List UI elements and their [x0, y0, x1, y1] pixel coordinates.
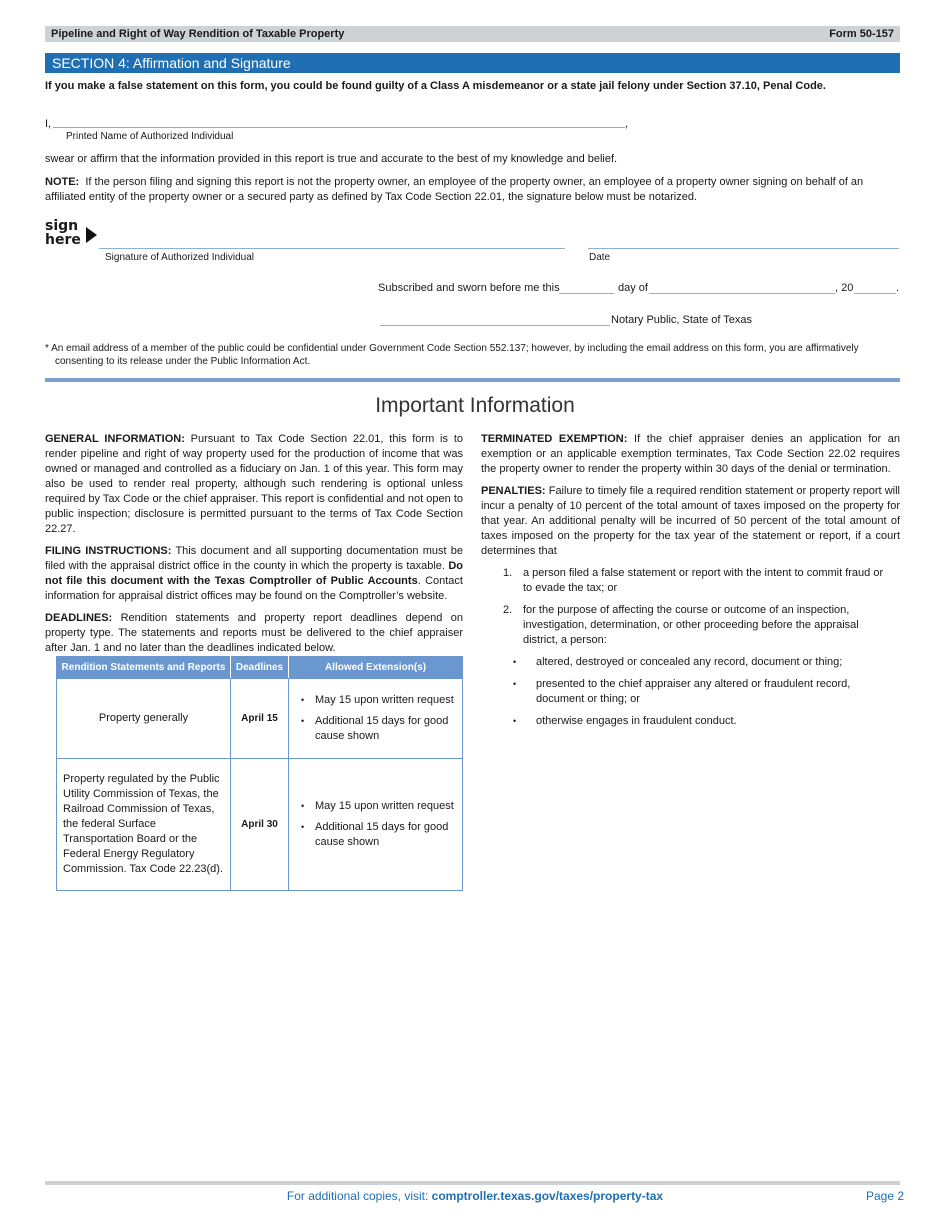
deadlines	[45, 611, 463, 656]
filing-instructions	[45, 544, 463, 604]
i-prefix: I,	[45, 118, 52, 130]
section-divider	[45, 378, 900, 382]
general-information	[45, 432, 463, 537]
row-deadline: April 15	[231, 679, 289, 759]
bullet-icon: •	[513, 679, 517, 689]
list-text: altered, destroyed or concealed any record, document or thing;	[536, 656, 843, 668]
extension-item: • May 15 upon written request	[301, 693, 454, 708]
deadlines-text: Rendition statements and property report deadlines depend on property type. The statements and reports must be delivered to the chief appraiser after Jan. 1 and no later than the deadlines indicated below.	[45, 612, 463, 654]
table-row	[57, 679, 463, 759]
filing-bold-text: Do not file this document with the Texas Comptroller of Public Accounts	[45, 560, 463, 587]
terminated-label: TERMINATED EXEMPTION:	[481, 433, 628, 445]
terminated-exemption	[481, 432, 900, 477]
bullet-icon: •	[513, 657, 517, 667]
notary-note	[45, 175, 900, 205]
date-label: Date	[589, 252, 611, 263]
footer-rule	[45, 1181, 900, 1185]
list-item	[503, 566, 888, 596]
list-item	[503, 603, 888, 648]
page-number: Page 2	[866, 1189, 905, 1203]
footer-prefix: For additional copies, visit:	[286, 1189, 432, 1203]
list-text: a person filed a false statement or report with the intent to commit fraud or to evade the tax; or	[523, 567, 884, 594]
general-label: GENERAL INFORMATION:	[45, 433, 185, 445]
false-statement-warning: If you make a false statement on this form, you could be found guilty of a Class A misdemeanor or a state jail felony under Section 37.10, Penal Code.	[45, 80, 826, 92]
name-comma: ,	[625, 118, 629, 130]
col-header-statements: Rendition Statements and Reports	[57, 657, 231, 679]
printed-name-label: Printed Name of Authorized Individual	[66, 131, 234, 142]
filing-text-2: . Contact information for appraisal district offices may be found on the Comptroller’s website.	[45, 575, 463, 602]
section-title: SECTION 4: Affirmation and Signature	[45, 53, 900, 73]
deadlines-table	[56, 656, 463, 891]
list-number: 2.	[503, 604, 513, 616]
list-number: 1.	[503, 567, 513, 579]
penalties	[481, 484, 900, 559]
list-text: for the purpose of affecting the course or outcome of an inspection, investigation, determination, or other proceeding before the appraisal district, a person:	[523, 604, 859, 646]
row-property-type: Property generally	[57, 679, 231, 759]
signature-field[interactable]	[99, 236, 565, 249]
list-item	[513, 655, 888, 670]
footer-copies	[0, 1189, 950, 1203]
table-header-row	[57, 657, 463, 679]
printed-name-field[interactable]	[53, 115, 625, 128]
list-item	[513, 714, 888, 729]
sign-here-label	[45, 219, 81, 247]
list-item	[513, 677, 888, 707]
email-footnote: * An email address of a member of the public could be confidential under Government Code Section 552.137; however, by including the email address on this form, you are affirmatively consenting to its release under the Public Information Act.	[45, 343, 859, 367]
form-number: Form 50-157	[829, 28, 894, 40]
important-information-title: Important Information	[375, 394, 575, 417]
terminated-text: If the chief appraiser denies an application for an exemption or an applicable exemption terminates, Tax Code Section 22.02 requires the property owner to render the property within 30 days of the denial or termination.	[481, 433, 900, 475]
day-of-text: day of	[618, 282, 648, 294]
left-column	[45, 432, 463, 663]
list-text: presented to the chief appraiser any altered or fraudulent record, document or thing; or	[536, 678, 851, 705]
note-label: NOTE:	[45, 176, 80, 188]
comptroller-link[interactable]: comptroller.texas.gov/taxes/property-tax	[431, 1189, 664, 1203]
extension-item: • Additional 15 days for good cause shown	[301, 714, 454, 744]
sworn-year-field[interactable]	[854, 281, 896, 294]
note-text: If the person filing and signing this report is not the property owner, an employee of the property owner, an employee of a property owner signing on behalf of an affiliated entity of the property owner or a secured party as defined by Tax Code Section 22.01, the signature below must be notarized.	[45, 176, 864, 203]
fraud-bullets	[513, 655, 888, 729]
sworn-month-field[interactable]	[649, 281, 835, 294]
filing-label: FILING INSTRUCTIONS:	[45, 545, 172, 557]
row-extensions	[289, 759, 463, 891]
penalties-label: PENALTIES:	[481, 485, 546, 497]
list-text: otherwise engages in fraudulent conduct.	[536, 715, 737, 727]
sworn-day-field[interactable]	[559, 281, 614, 294]
notary-label: Notary Public, State of Texas	[611, 314, 753, 326]
signature-label: Signature of Authorized Individual	[105, 252, 254, 263]
date-field[interactable]	[588, 236, 899, 249]
filing-text: This document and all supporting documentation must be filed with the appraisal district office in the county in which the property is taxable.	[45, 545, 463, 572]
general-text: Pursuant to Tax Code Section 22.01, this form is to render pipeline and right of way property used for the production of income that was owned or managed and controlled as a fiduciary on Jan. 1 of this year. This form may also be used to render real property, although such rendering is optional unless required by Tax Code or the chief appraiser. This report is confidential and not open to public inspection; disclosure is permitted pursuant to the terms of Tax Code Section 22.27.	[45, 433, 463, 535]
form-header-bar	[45, 26, 900, 42]
subscribed-text: Subscribed and sworn before me this	[378, 282, 560, 294]
here-word: here	[45, 232, 81, 248]
right-column	[481, 432, 900, 566]
col-header-extensions: Allowed Extension(s)	[289, 657, 463, 679]
year-period: .	[896, 282, 900, 294]
extension-item: • May 15 upon written request	[301, 799, 454, 814]
extension-item: • Additional 15 days for good cause shown	[301, 820, 454, 850]
col-header-deadlines: Deadlines	[231, 657, 289, 679]
sign-arrow-icon	[86, 227, 97, 243]
notary-signature-field[interactable]	[380, 313, 610, 326]
row-extensions	[289, 679, 463, 759]
penalties-text: Failure to timely file a required rendition statement or property report will incur a penalty of 10 percent of the total amount of taxes imposed on the property for that year. An additional penalty will be incurred of 50 percent of the total amount of taxes imposed on the property for the tax year of the statement or report, if a court determines that	[481, 485, 900, 557]
year-prefix: , 20	[835, 282, 854, 294]
bullet-icon: •	[513, 716, 517, 726]
row-property-type: Property regulated by the Public Utility Commission of Texas, the Railroad Commission of Texas, the federal Surface Transportation Board or the Federal Energy Regulatory Commission. Tax Code 22.23(d).	[57, 759, 231, 891]
deadlines-label: DEADLINES:	[45, 612, 113, 624]
sign-word: sign	[45, 218, 79, 234]
swear-statement: swear or affirm that the information provided in this report is true and accurate to the best of my knowledge and belief.	[45, 153, 618, 165]
form-title: Pipeline and Right of Way Rendition of Taxable Property	[51, 28, 345, 40]
penalty-conditions-list	[503, 566, 888, 648]
table-row	[57, 759, 463, 891]
row-deadline: April 30	[231, 759, 289, 891]
